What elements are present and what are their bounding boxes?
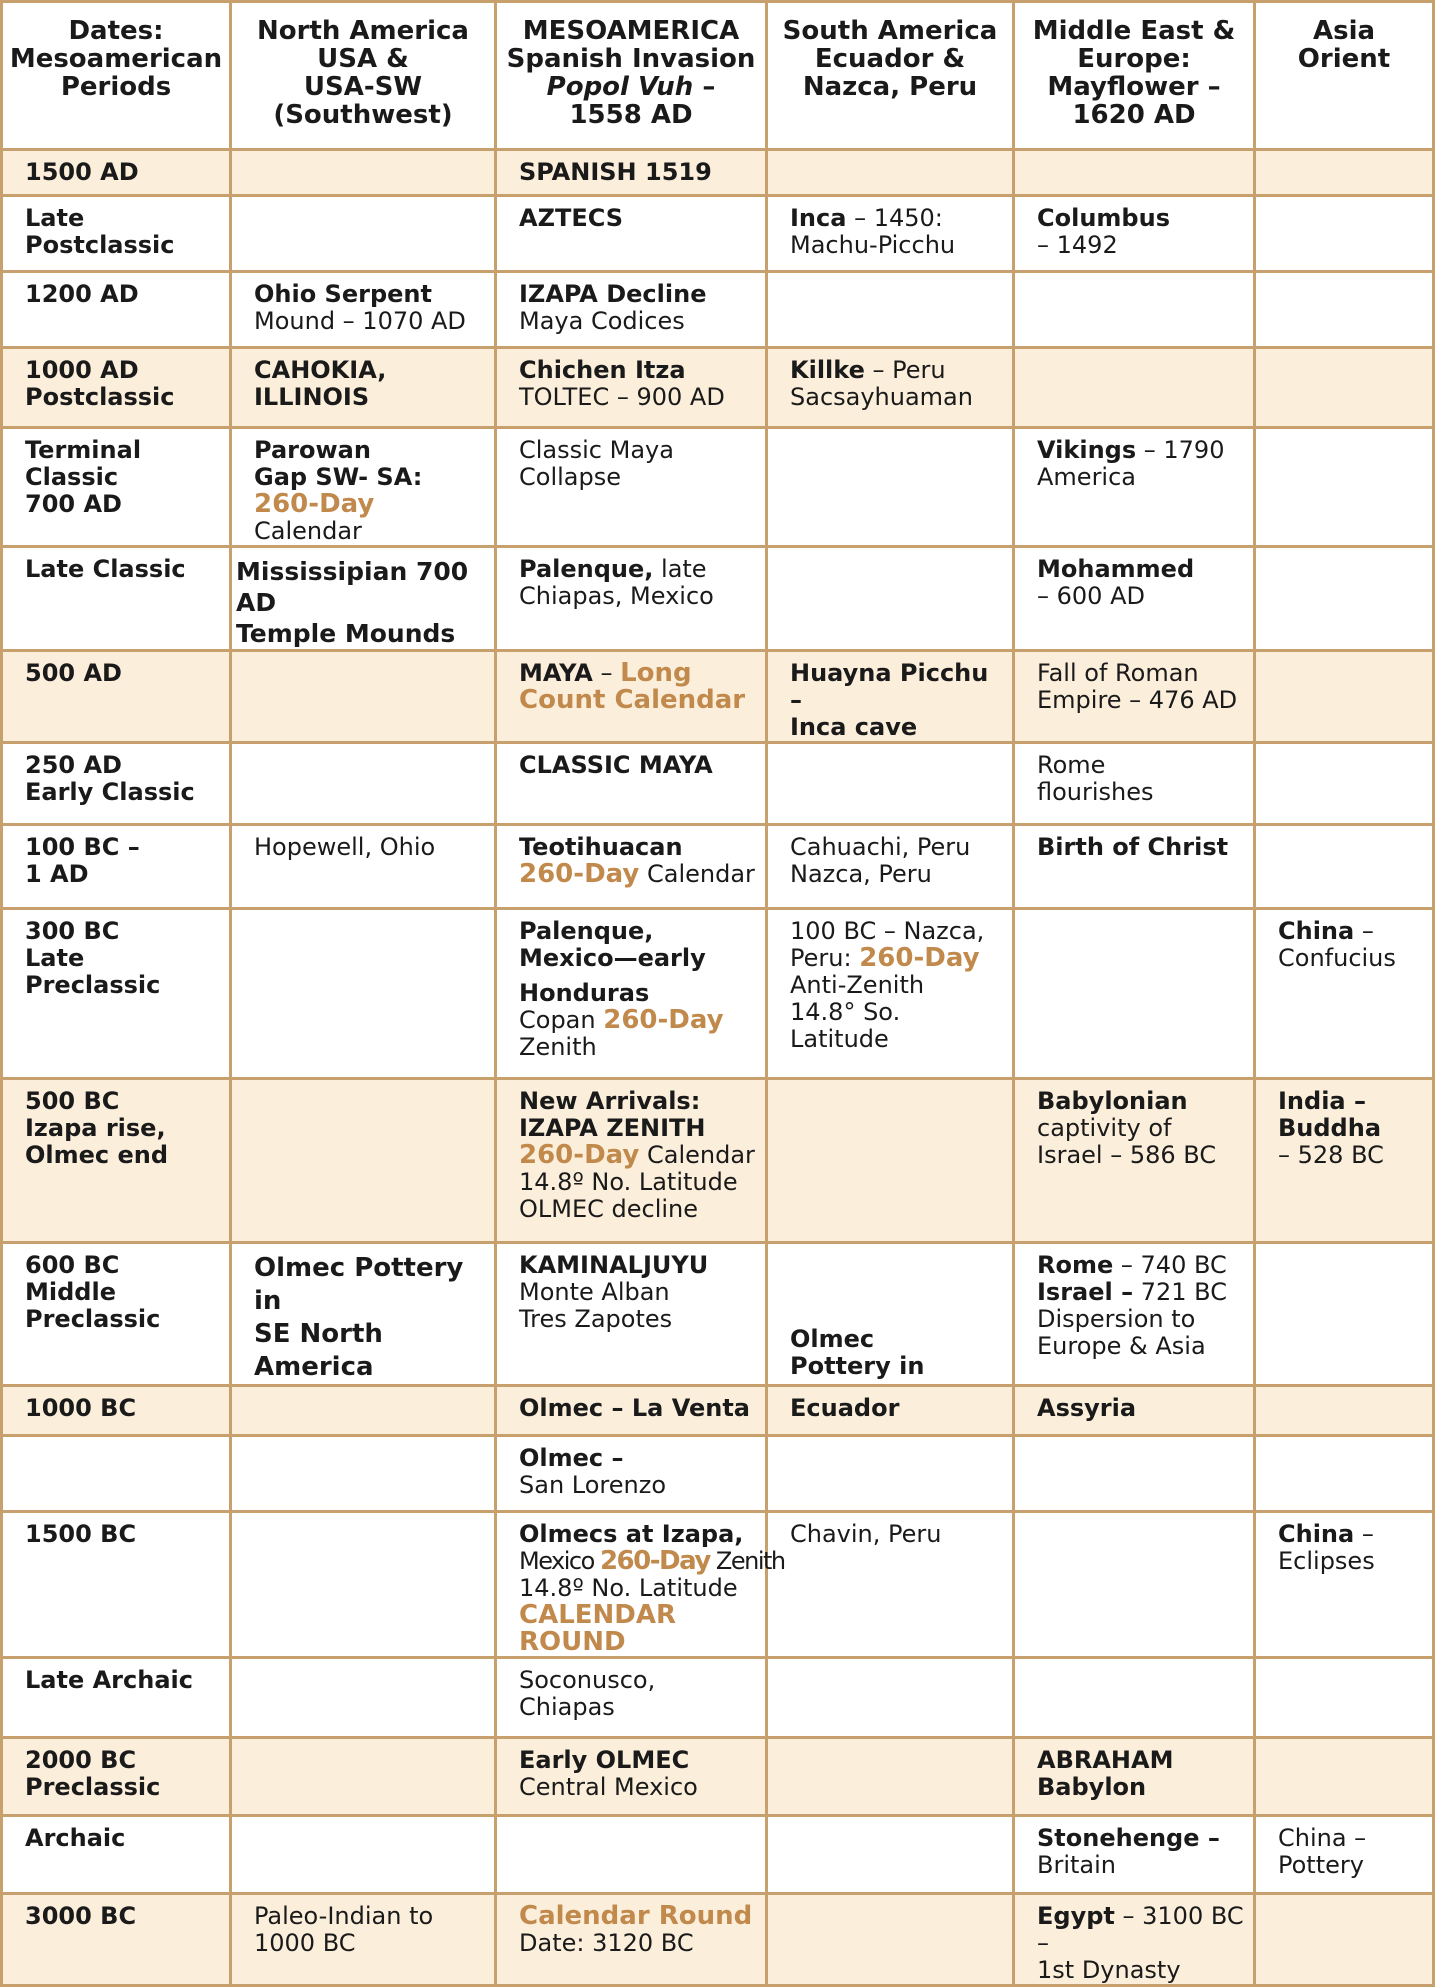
date-cell: 300 BC Late Preclassic xyxy=(2,909,231,1079)
mesoamerica-cell: New Arrivals: IZAPA ZENITH 260-Day Calendar 14.8º No. Latitude OLMEC decline xyxy=(496,1079,767,1243)
table-row xyxy=(2,1079,1434,1243)
south-america-cell: 100 BC – Nazca, Peru: 260-Day Anti-Zenith 14.8° So. Latitude xyxy=(767,909,1014,1079)
north-america-cell xyxy=(231,1658,496,1738)
date-cell: 500 BC Izapa rise, Olmec end xyxy=(2,1079,231,1243)
south-america-cell: Killke – Peru Sacsayhuaman xyxy=(767,348,1014,428)
mesoamerica-cell: AZTECS xyxy=(496,196,767,272)
middle-east-cell: Rome flourishes xyxy=(1014,743,1255,825)
header-north-america: North America USA & USA-SW (Southwest) xyxy=(231,2,496,150)
south-america-cell: Huayna Picchu – Inca cave xyxy=(767,651,1014,743)
date-cell: 100 BC – 1 AD xyxy=(2,825,231,909)
header-south-america: South America Ecuador & Nazca, Peru xyxy=(767,2,1014,150)
middle-east-cell: Assyria xyxy=(1014,1386,1255,1436)
date-cell: 3000 BC xyxy=(2,1894,231,1986)
mesoamerica-cell: Calendar Round Date: 3120 BC xyxy=(496,1894,767,1986)
north-america-cell: Mississipian 700 AD Temple Mounds xyxy=(231,547,496,651)
mesoamerica-cell: Palenque, Mexico—early Honduras Copan 260-Day Zenith xyxy=(496,909,767,1079)
mesoamerica-cell: CLASSIC MAYA xyxy=(496,743,767,825)
north-america-cell: Olmec Pottery in SE North America xyxy=(231,1243,496,1386)
south-america-cell xyxy=(767,547,1014,651)
asia-cell xyxy=(1255,1738,1434,1816)
date-cell: Terminal Classic 700 AD xyxy=(2,428,231,547)
table-row xyxy=(2,743,1434,825)
north-america-cell xyxy=(231,1738,496,1816)
table-row xyxy=(2,651,1434,743)
date-cell: Late Postclassic xyxy=(2,196,231,272)
table-row xyxy=(2,196,1434,272)
header-row xyxy=(2,2,1434,150)
north-america-cell xyxy=(231,1079,496,1243)
mesoamerica-cell: SPANISH 1519 xyxy=(496,150,767,196)
south-america-cell xyxy=(767,743,1014,825)
asia-cell xyxy=(1255,1894,1434,1986)
asia-cell xyxy=(1255,1658,1434,1738)
asia-cell: China – Confucius xyxy=(1255,909,1434,1079)
north-america-cell xyxy=(231,909,496,1079)
middle-east-cell xyxy=(1014,1436,1255,1512)
mesoamerica-cell: Olmec – La Venta xyxy=(496,1386,767,1436)
south-america-cell xyxy=(767,272,1014,348)
north-america-cell xyxy=(231,150,496,196)
table-row xyxy=(2,150,1434,196)
mesoamerica-cell: MAYA – Long Count Calendar xyxy=(496,651,767,743)
date-cell: Archaic xyxy=(2,1816,231,1894)
date-cell: 1000 AD Postclassic xyxy=(2,348,231,428)
middle-east-cell: Rome – 740 BC Israel – 721 BC Dispersion to Europe & Asia xyxy=(1014,1243,1255,1386)
north-america-cell xyxy=(231,1436,496,1512)
date-cell: 2000 BC Preclassic xyxy=(2,1738,231,1816)
date-cell: 1000 BC xyxy=(2,1386,231,1436)
middle-east-cell xyxy=(1014,1512,1255,1658)
asia-cell: India – Buddha – 528 BC xyxy=(1255,1079,1434,1243)
table-row xyxy=(2,909,1434,1079)
middle-east-cell: Fall of Roman Empire – 476 AD xyxy=(1014,651,1255,743)
south-america-cell xyxy=(767,1436,1014,1512)
south-america-cell xyxy=(767,1658,1014,1738)
table-row xyxy=(2,1243,1434,1386)
asia-cell xyxy=(1255,825,1434,909)
mesoamerica-cell: IZAPA Decline Maya Codices xyxy=(496,272,767,348)
south-america-cell: Inca – 1450: Machu-Picchu xyxy=(767,196,1014,272)
north-america-cell xyxy=(231,1816,496,1894)
south-america-cell: Cahuachi, Peru Nazca, Peru xyxy=(767,825,1014,909)
asia-cell xyxy=(1255,272,1434,348)
north-america-cell xyxy=(231,651,496,743)
middle-east-cell xyxy=(1014,348,1255,428)
mesoamerica-cell: Olmecs at Izapa, Mexico 260-Day Zenith 14.8º No. Latitude CALENDAR ROUND xyxy=(496,1512,767,1658)
date-cell xyxy=(2,1436,231,1512)
mesoamerica-cell: Early OLMEC Central Mexico xyxy=(496,1738,767,1816)
middle-east-cell: Stonehenge – Britain xyxy=(1014,1816,1255,1894)
asia-cell: China – Pottery xyxy=(1255,1816,1434,1894)
header-asia-orient: Asia Orient xyxy=(1255,2,1434,150)
table-row xyxy=(2,1436,1434,1512)
date-cell: Late Archaic xyxy=(2,1658,231,1738)
table-row xyxy=(2,825,1434,909)
header-dates: Dates: Mesoamerican Periods xyxy=(2,2,231,150)
middle-east-cell: ABRAHAM Babylon xyxy=(1014,1738,1255,1816)
table-row xyxy=(2,547,1434,651)
north-america-cell xyxy=(231,743,496,825)
north-america-cell xyxy=(231,1386,496,1436)
mesoamerica-cell: Olmec – San Lorenzo xyxy=(496,1436,767,1512)
date-cell: Late Classic xyxy=(2,547,231,651)
asia-cell xyxy=(1255,651,1434,743)
date-cell: 1200 AD xyxy=(2,272,231,348)
south-america-cell: Olmec Pottery in xyxy=(767,1243,1014,1386)
asia-cell xyxy=(1255,348,1434,428)
table-row xyxy=(2,272,1434,348)
table-row xyxy=(2,428,1434,547)
south-america-cell xyxy=(767,1894,1014,1986)
mesoamerica-cell: Soconusco, Chiapas xyxy=(496,1658,767,1738)
middle-east-cell: Vikings – 1790 America xyxy=(1014,428,1255,547)
date-cell: 500 AD xyxy=(2,651,231,743)
table-row xyxy=(2,348,1434,428)
date-cell: 1500 BC xyxy=(2,1512,231,1658)
mesoamerica-cell: Chichen Itza TOLTEC – 900 AD xyxy=(496,348,767,428)
north-america-cell: Ohio Serpent Mound – 1070 AD xyxy=(231,272,496,348)
mesoamerica-cell: Classic Maya Collapse xyxy=(496,428,767,547)
middle-east-cell: Birth of Christ xyxy=(1014,825,1255,909)
south-america-cell: Ecuador xyxy=(767,1386,1014,1436)
north-america-cell xyxy=(231,196,496,272)
table-row xyxy=(2,1386,1434,1436)
north-america-cell xyxy=(231,1512,496,1658)
asia-cell xyxy=(1255,743,1434,825)
mesoamerica-cell: KAMINALJUYU Monte Alban Tres Zapotes xyxy=(496,1243,767,1386)
south-america-cell xyxy=(767,1738,1014,1816)
south-america-cell xyxy=(767,150,1014,196)
south-america-cell xyxy=(767,1079,1014,1243)
north-america-cell: Paleo-Indian to 1000 BC xyxy=(231,1894,496,1986)
header-middle-east-europe: Middle East & Europe: Mayflower – 1620 AD xyxy=(1014,2,1255,150)
middle-east-cell xyxy=(1014,272,1255,348)
asia-cell xyxy=(1255,428,1434,547)
south-america-cell xyxy=(767,1816,1014,1894)
asia-cell xyxy=(1255,1386,1434,1436)
header-mesoamerica: MESOAMERICA Spanish Invasion Popol Vuh – 1558 AD xyxy=(496,2,767,150)
south-america-cell xyxy=(767,428,1014,547)
north-america-cell: CAHOKIA, ILLINOIS xyxy=(231,348,496,428)
asia-cell xyxy=(1255,547,1434,651)
table-row xyxy=(2,1512,1434,1658)
asia-cell: China – Eclipses xyxy=(1255,1512,1434,1658)
middle-east-cell xyxy=(1014,909,1255,1079)
middle-east-cell: Egypt – 3100 BC – 1st Dynasty xyxy=(1014,1894,1255,1986)
middle-east-cell: Babylonian captivity of Israel – 586 BC xyxy=(1014,1079,1255,1243)
north-america-cell: Parowan Gap SW- SA: 260-Day Calendar xyxy=(231,428,496,547)
table-row xyxy=(2,1816,1434,1894)
middle-east-cell: Columbus – 1492 xyxy=(1014,196,1255,272)
date-cell: 600 BC Middle Preclassic xyxy=(2,1243,231,1386)
mesoamerica-cell xyxy=(496,1816,767,1894)
table-row xyxy=(2,1658,1434,1738)
mesoamerica-cell: Palenque, late Chiapas, Mexico xyxy=(496,547,767,651)
middle-east-cell xyxy=(1014,150,1255,196)
south-america-cell: Chavin, Peru xyxy=(767,1512,1014,1658)
mesoamerica-cell: Teotihuacan 260-Day Calendar xyxy=(496,825,767,909)
asia-cell xyxy=(1255,150,1434,196)
middle-east-cell: Mohammed – 600 AD xyxy=(1014,547,1255,651)
middle-east-cell xyxy=(1014,1658,1255,1738)
asia-cell xyxy=(1255,196,1434,272)
asia-cell xyxy=(1255,1436,1434,1512)
date-cell: 1500 AD xyxy=(2,150,231,196)
asia-cell xyxy=(1255,1243,1434,1386)
table-row xyxy=(2,1894,1434,1986)
north-america-cell: Hopewell, Ohio xyxy=(231,825,496,909)
date-cell: 250 AD Early Classic xyxy=(2,743,231,825)
table-row xyxy=(2,1738,1434,1816)
